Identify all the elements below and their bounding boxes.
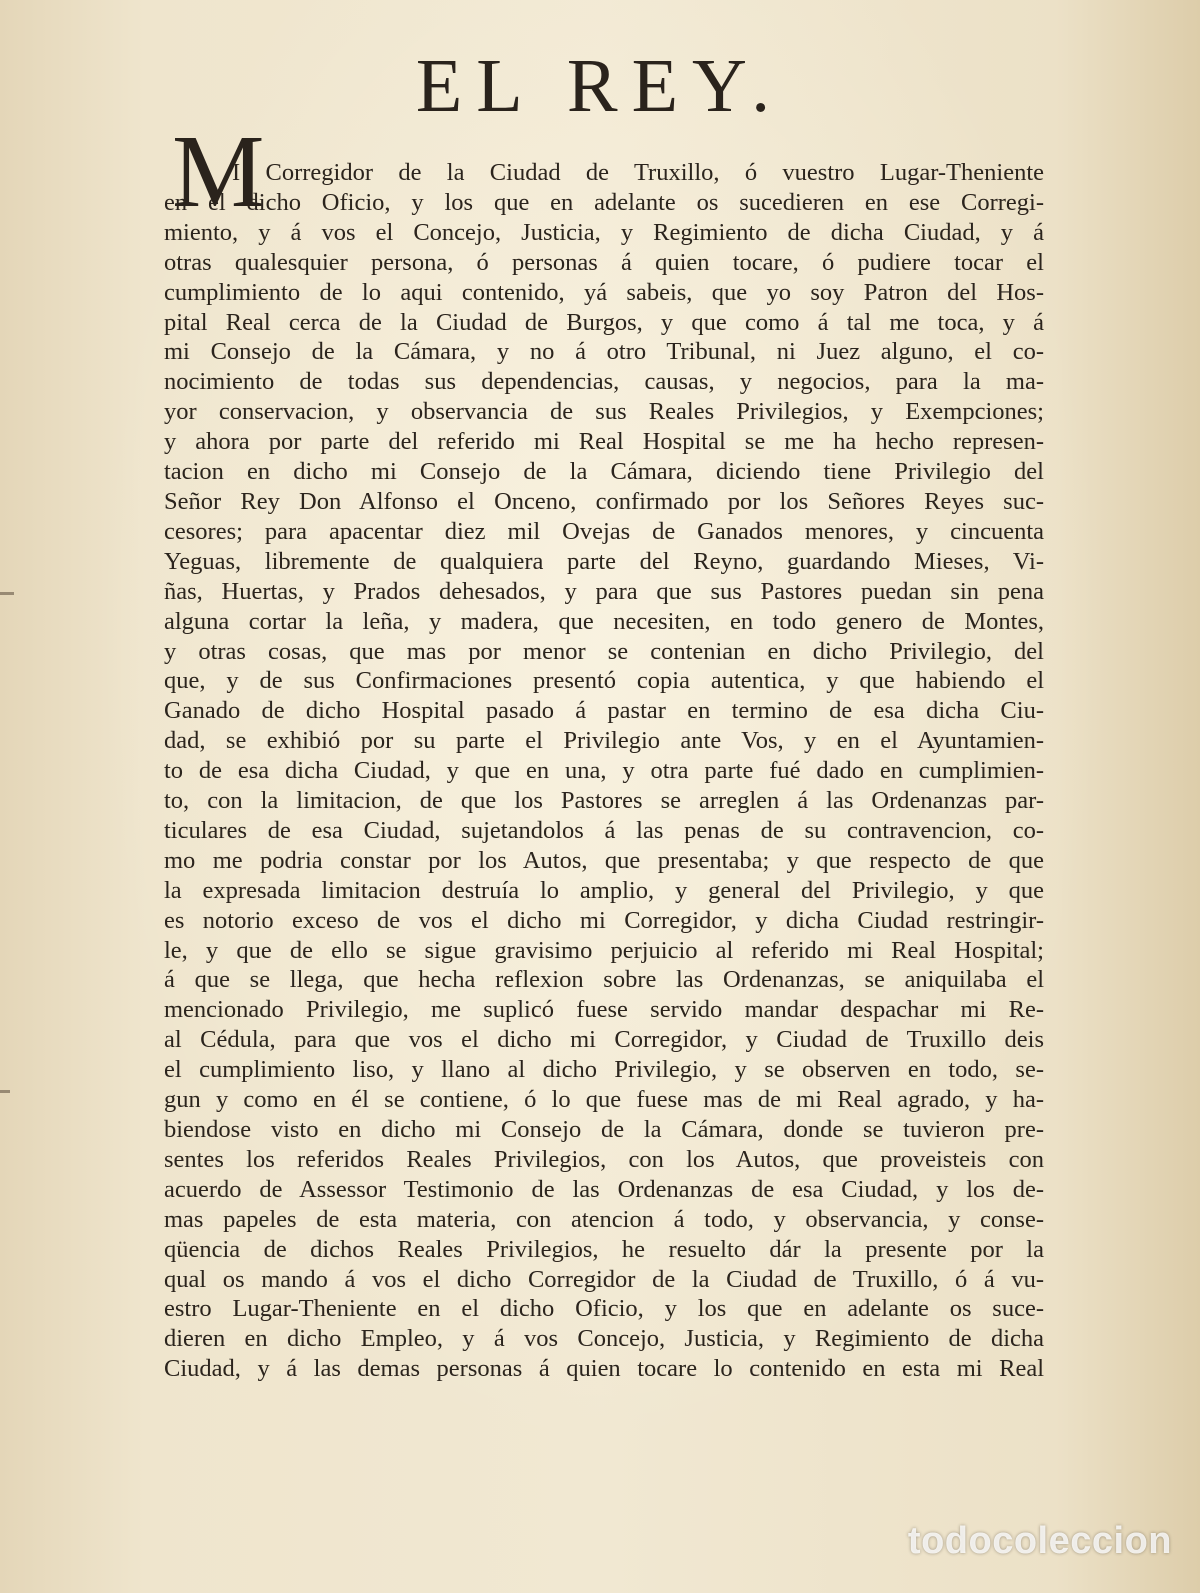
text-line: Señor Rey Don Alfonso el Onceno, confirmado por los Señores Reyes suc- [164, 487, 1044, 515]
text-line: estro Lugar-Theniente en el dicho Oficio, y los que en adelante os suce- [164, 1295, 1044, 1323]
text-line: y ahora por parte del referido mi Real Hospital se me ha hecho represen- [164, 428, 1044, 456]
text-line: al Cédula, para que vos el dicho mi Corregidor, y Ciudad de Truxillo deis [164, 1026, 1044, 1054]
text-line: cumplimiento de lo aqui contenido, yá sabeis, que yo soy Patron del Hos- [164, 278, 1044, 306]
text-line: la expresada limitacion destruía lo amplio, y general del Privilegio, y que [164, 876, 1044, 904]
text-line: otras qualesquier persona, ó personas á quien tocare, ó pudiere tocar el [164, 248, 1044, 276]
text-line: mencionado Privilegio, me suplicó fuese servido mandar despachar mi Re- [164, 996, 1044, 1024]
edge-mark [0, 1090, 10, 1093]
text-line: mo me podria constar por los Autos, que presentaba; y que respecto de que [164, 846, 1044, 874]
text-line: ticulares de esa Ciudad, sujetandolos á las penas de su contravencion, co- [164, 816, 1044, 844]
text-line: to de esa dicha Ciudad, y que en una, y otra parte fué dado en cumplimien- [164, 757, 1044, 785]
text-line: acuerdo de Assessor Testimonio de las Ordenanzas de esa Ciudad, y los de- [164, 1175, 1044, 1203]
document-title: EL REY. [415, 44, 785, 128]
text-line: dad, se exhibió por su parte el Privilegio ante Vos, y en el Ayuntamien- [164, 727, 1044, 755]
text-line: Yeguas, libremente de qualquiera parte del Reyno, guardando Mieses, Vi- [164, 547, 1044, 575]
text-line: gun y como en él se contiene, ó lo que fuese mas de mi Real agrado, y ha- [164, 1086, 1044, 1114]
text-line: es notorio exceso de vos el dicho mi Corregidor, y dicha Ciudad restringir- [164, 906, 1044, 934]
text-line: pital Real cerca de la Ciudad de Burgos, y que como á tal me toca, y á [164, 308, 1044, 336]
text-line: tacion en dicho mi Consejo de la Cámara, diciendo tiene Privilegio del [164, 458, 1044, 486]
text-line: miento, y á vos el Concejo, Justicia, y Regimiento de dicha Ciudad, y á [164, 218, 1044, 246]
text-line: el cumplimiento liso, y llano al dicho Privilegio, y se observen en todo, se- [164, 1056, 1044, 1084]
text-line: le, y que de ello se sigue gravisimo perjuicio al referido mi Real Hospital; [164, 936, 1044, 964]
text-line: ñas, Huertas, y Prados dehesados, y para que sus Pastores puedan sin pena [164, 577, 1044, 605]
text-line: yor conservacion, y observancia de sus Reales Privilegios, y Exempciones; [164, 398, 1044, 426]
text-line: qüencia de dichos Reales Privilegios, he resuelto dár la presente por la [164, 1235, 1044, 1263]
text-line: dieren en dicho Empleo, y á vos Concejo, Justicia, y Regimiento de dicha [164, 1325, 1044, 1353]
text-line: mas papeles de esta materia, con atencion á todo, y observancia, y conse- [164, 1205, 1044, 1233]
edge-mark [0, 592, 14, 595]
drop-cap: M [172, 114, 265, 229]
text-line: en el dicho Oficio, y los que en adelante os sucedieren en ese Corregi- [164, 188, 1044, 216]
text-line: que, y de sus Confirmaciones presentó copia autentica, y que habiendo el [164, 667, 1044, 695]
text-line: qual os mando á vos el dicho Corregidor de la Ciudad de Truxillo, ó á vu- [164, 1265, 1044, 1293]
text-line: Ganado de dicho Hospital pasado á pastar en termino de esa dicha Ciu- [164, 697, 1044, 725]
text-line: nocimiento de todas sus dependencias, causas, y negocios, para la ma- [164, 368, 1044, 396]
text-line: biendose visto en dicho mi Consejo de la Cámara, donde se tuvieron pre- [164, 1116, 1044, 1143]
text-line: to, con la limitacion, de que los Pastores se arreglen á las Ordenanzas par- [164, 787, 1044, 815]
document-body [164, 158, 1044, 1384]
text-line: Ciudad, y á las demas personas á quien tocare lo contenido en esta mi Real [164, 1355, 1044, 1383]
text-line: sentes los referidos Reales Privilegios, con los Autos, que proveisteis con [164, 1145, 1044, 1173]
text-line: I Corregidor de la Ciudad de Truxillo, ó vuestro Lugar-Theniente [232, 159, 1044, 186]
text-line: alguna cortar la leña, y madera, que necesiten, en todo genero de Montes, [164, 607, 1044, 635]
watermark-logo: todocoleccion [907, 1520, 1172, 1562]
text-line: cesores; para apacentar diez mil Ovejas de Ganados menores, y cincuenta [164, 517, 1044, 545]
text-line: y otras cosas, que mas por menor se contenian en dicho Privilegio, del [164, 637, 1044, 665]
text-line: mi Consejo de la Cámara, y no á otro Tribunal, ni Juez alguno, el co- [164, 338, 1044, 366]
text-line: á que se llega, que hecha reflexion sobre las Ordenanzas, se aniquilaba el [164, 966, 1044, 994]
